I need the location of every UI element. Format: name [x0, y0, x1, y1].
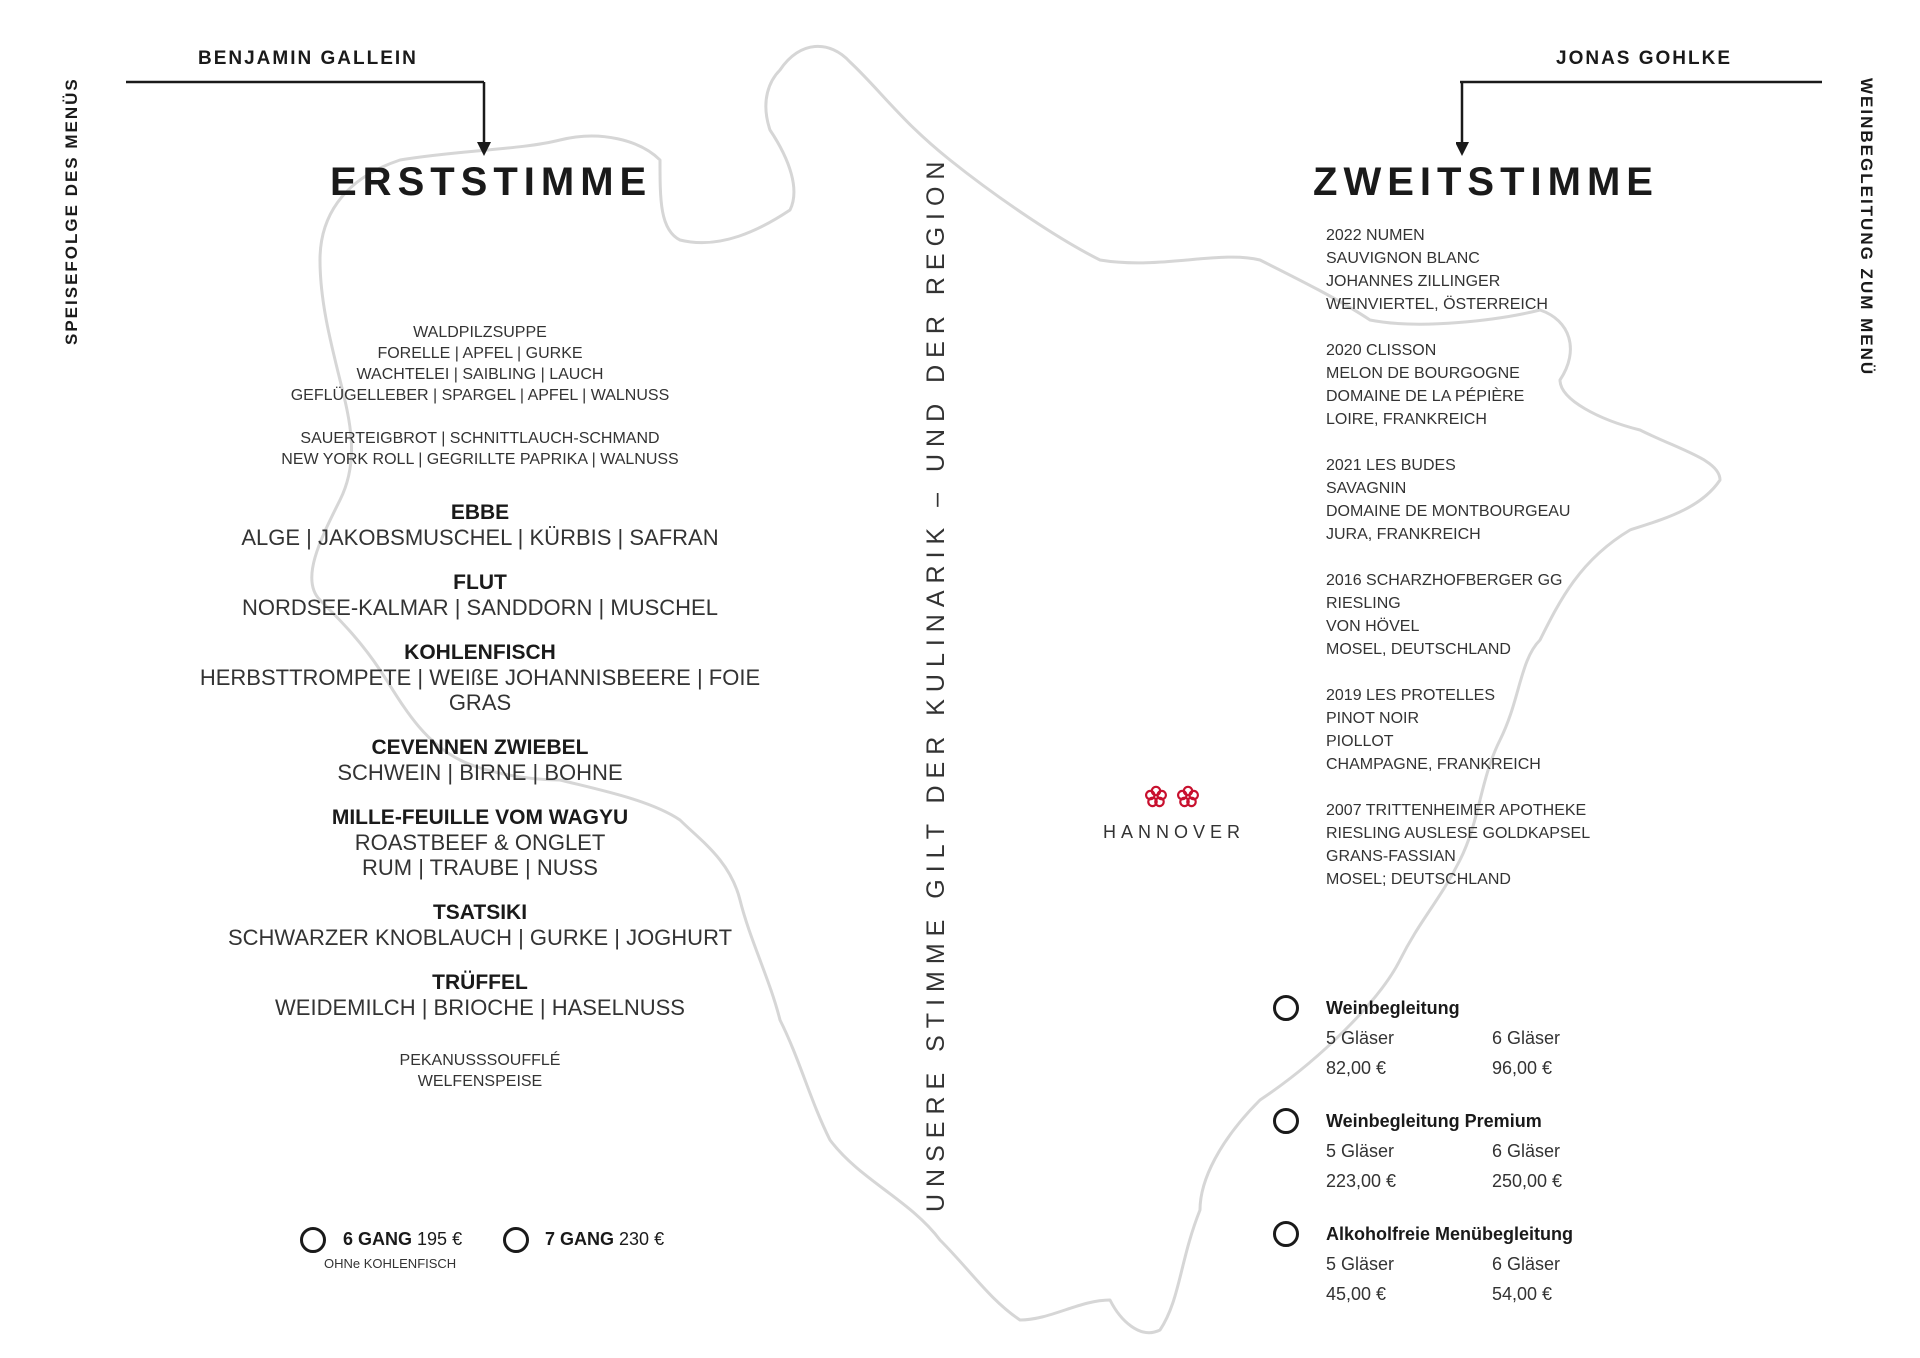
wine-line: JURA, FRANKREICH [1326, 526, 1481, 543]
right-side-label: WEINBEGLEITUNG ZUM MENÜ [1857, 78, 1876, 377]
course-item [180, 805, 780, 880]
wine-line: GRANS-FASSIAN [1326, 848, 1456, 865]
pairing-2-checkbox-circle-icon[interactable] [1273, 1108, 1299, 1134]
wine-line: LOIRE, FRANKREICH [1326, 411, 1487, 428]
pairing-2-col1-price: 223,00 € [1326, 1171, 1397, 1191]
option-6-gang-price: 195 € [417, 1229, 463, 1249]
course-item [180, 500, 780, 550]
petit-item: WELFENSPEISE [417, 1073, 543, 1090]
wine-line: SAVAGNIN [1326, 480, 1407, 497]
option-6-gang-title: 6 GANG [343, 1229, 413, 1249]
right-heading: ZWEITSTIMME [1313, 160, 1659, 204]
course-description: ROASTBEEF & ONGLET [354, 830, 606, 855]
course-title: TRÜFFEL [432, 971, 528, 994]
wine-list [1326, 224, 1686, 914]
pairing-1-col1-label: 5 Gläser [1326, 1028, 1395, 1048]
course-item [180, 900, 780, 950]
course-title: MILLE-FEUILLE VOM WAGYU [331, 806, 629, 829]
wine-line: 2022 NUMEN [1326, 227, 1425, 244]
course-item [180, 735, 780, 785]
course-title: KOHLENFISCH [404, 641, 556, 664]
starter-item: WACHTELEI | SAIBLING | LAUCH [356, 366, 604, 383]
wine-line: DOMAINE DE LA PÉPIÈRE [1326, 388, 1525, 405]
location-label: HANNOVER [1102, 822, 1245, 842]
bread-item: NEW YORK ROLL | GEGRILLTE PAPRIKA | WALNUSS [281, 451, 679, 468]
option-6-gang-label [343, 1229, 462, 1250]
wine-line: CHAMPAGNE, FRANKREICH [1326, 756, 1541, 773]
menu-list [180, 322, 780, 1092]
course-title: FLUT [453, 571, 507, 594]
pairing-3-col1-price: 45,00 € [1326, 1284, 1387, 1304]
course-description: NORDSEE-KALMAR | SANDDORN | MUSCHEL [242, 595, 718, 620]
wine-item [1326, 224, 1686, 316]
petit-item: PEKANUSSSOUFFLÉ [399, 1052, 561, 1069]
wine-line: 2021 LES BUDES [1326, 457, 1456, 474]
pairing-2-col2-price: 250,00 € [1492, 1171, 1563, 1191]
slogan-vertical-text: UNSERE STIMME GILT DER KULINARIK – UND DER REGION [922, 154, 950, 1212]
left-arrow-icon [124, 78, 494, 158]
left-heading: ERSTSTIMME [330, 160, 653, 204]
wine-item [1326, 454, 1686, 546]
wine-line: VON HÖVEL [1326, 618, 1420, 635]
wine-line: MOSEL, DEUTSCHLAND [1326, 641, 1511, 658]
wine-line: PINOT NOIR [1326, 710, 1420, 727]
pairing-1-checkbox-circle-icon[interactable] [1273, 995, 1299, 1021]
course-item [180, 970, 780, 1020]
wine-line: RIESLING [1326, 595, 1401, 612]
course-description: RUM | TRAUBE | NUSS [362, 855, 598, 880]
wine-line: WEINVIERTEL, ÖSTERREICH [1326, 296, 1548, 313]
course-item [180, 640, 780, 715]
option-7-gang-checkbox-circle-icon[interactable] [503, 1227, 529, 1253]
petit-fours-list [180, 1050, 780, 1092]
pairing-3-col2-label: 6 Gläser [1492, 1254, 1561, 1274]
course-item [180, 570, 780, 620]
pairing-3-col2-price: 54,00 € [1492, 1284, 1553, 1304]
pairing-3-title: Alkoholfreie Menübegleitung [1326, 1224, 1574, 1244]
starter-list [180, 322, 780, 406]
course-description: ALGE | JAKOBSMUSCHEL | KÜRBIS | SAFRAN [241, 525, 719, 550]
pairing-1-title: Weinbegleitung [1326, 998, 1460, 1018]
wine-line: 2019 LES PROTELLES [1326, 687, 1495, 704]
wine-line: RIESLING AUSLESE GOLDKAPSEL [1326, 825, 1591, 842]
wine-line: DOMAINE DE MONTBOURGEAU [1326, 503, 1571, 520]
option-6-gang-note: OHNe KOHLENFISCH [324, 1256, 457, 1271]
starter-item: FORELLE | APFEL | GURKE [377, 345, 583, 362]
pairing-2-col2-label: 6 Gläser [1492, 1141, 1561, 1161]
right-chef-name: JONAS GOHLKE [1556, 48, 1733, 69]
pairing-2-col1-label: 5 Gläser [1326, 1141, 1395, 1161]
course-title: CEVENNEN ZWIEBEL [371, 736, 589, 759]
wine-line: MOSEL; DEUTSCHLAND [1326, 871, 1511, 888]
option-7-gang-label [545, 1229, 664, 1250]
bread-item: SAUERTEIGBROT | SCHNITTLAUCH-SCHMAND [300, 430, 660, 447]
starter-item: WALDPILZSUPPE [413, 324, 547, 341]
option-6-gang-checkbox-circle-icon[interactable] [300, 1227, 326, 1253]
wine-line: 2016 SCHARZHOFBERGER GG [1326, 572, 1563, 589]
pairing-2-title: Weinbegleitung Premium [1326, 1111, 1542, 1131]
wine-item [1326, 684, 1686, 776]
option-7-gang-price: 230 € [619, 1229, 665, 1249]
pairing-1-col1-price: 82,00 € [1326, 1058, 1387, 1078]
right-arrow-icon [1456, 78, 1826, 158]
course-description: SCHWEIN | BIRNE | BOHNE [337, 760, 623, 785]
course-description: HERBSTTROMPETE | WEIßE JOHANNISBEERE | FOIE GRAS [199, 665, 761, 715]
left-side-label: SPEISEFOLGE DES MENÜS [62, 77, 81, 345]
course-title: EBBE [450, 501, 510, 524]
pairing-3-col1-label: 5 Gläser [1326, 1254, 1395, 1274]
wine-item [1326, 799, 1686, 891]
pairing-3-checkbox-circle-icon[interactable] [1273, 1221, 1299, 1247]
option-7-gang-title: 7 GANG [545, 1229, 615, 1249]
starter-item: GEFLÜGELLEBER | SPARGEL | APFEL | WALNUSS [290, 387, 670, 404]
course-description: WEIDEMILCH | BRIOCHE | HASELNUSS [275, 995, 685, 1020]
bread-list [180, 428, 780, 470]
wine-line: 2020 CLISSON [1326, 342, 1437, 359]
wine-item [1326, 569, 1686, 661]
pairing-1-col2-label: 6 Gläser [1492, 1028, 1561, 1048]
michelin-stars-icon [1140, 782, 1204, 812]
wine-line: MELON DE BOURGOGNE [1326, 365, 1520, 382]
wine-item [1326, 339, 1686, 431]
pairing-1-col2-price: 96,00 € [1492, 1058, 1553, 1078]
course-title: TSATSIKI [432, 901, 528, 924]
wine-line: JOHANNES ZILLINGER [1326, 273, 1501, 290]
wine-line: 2007 TRITTENHEIMER APOTHEKE [1326, 802, 1587, 819]
wine-line: SAUVIGNON BLANC [1326, 250, 1480, 267]
course-description: SCHWARZER KNOBLAUCH | GURKE | JOGHURT [227, 925, 733, 950]
left-chef-name: BENJAMIN GALLEIN [198, 48, 418, 69]
wine-line: PIOLLOT [1326, 733, 1394, 750]
